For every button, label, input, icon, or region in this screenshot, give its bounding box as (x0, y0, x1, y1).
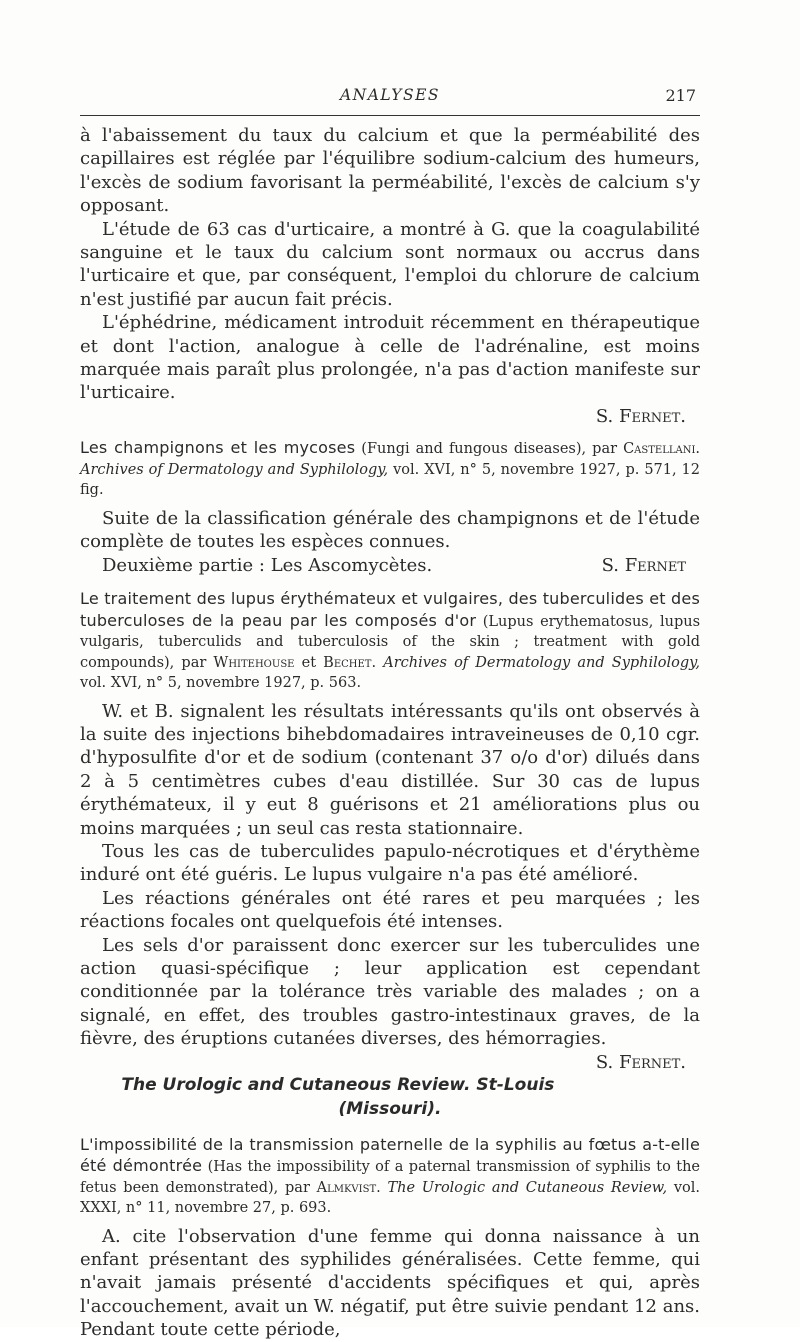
paragraph: L'éphédrine, médicament introduit récemment en thérapeutique et dont l'action, analogue à celle de l'adrénaline, est moins marquée mais paraît plus prolongée, n'a pas d'action manifeste sur l'urticaire. (80, 312, 700, 404)
article-heading (80, 438, 700, 501)
paragraph (80, 934, 700, 1073)
page-body (80, 124, 700, 1342)
signature: S. Fernet. (595, 405, 686, 427)
paragraph-text: Les sels d'or paraissent donc exercer sur les tuberculides une action quasi-spécifique ; leur application est cependant conditionnée par la tolérance très variable des malades ; on a signalé, en effet, des troubles gastro-intestinaux graves, de la fièvre, des éruptions cutanées diverses, des hémorragies. (80, 934, 700, 1050)
paragraph (80, 554, 700, 577)
article-title: L'impossibilité de la transmission paternelle de la syphilis au fœtus a-t-elle été démontrée (80, 1134, 700, 1176)
paragraph: Tous les cas de tuberculides papulo-nécrotiques et d'érythème induré ont été guéris. Le lupus vulgaire n'a pas été amélioré. (80, 840, 700, 886)
article-author: Castellani. (623, 441, 701, 458)
article-heading (80, 589, 700, 694)
page-number: 217 (665, 86, 696, 105)
article-reference: vol. XVI, n° 5, novembre 1927, p. 563. (80, 675, 362, 691)
conjunction: et (301, 654, 317, 671)
journal-name: Archives of Dermatology and Syphilology, (80, 461, 389, 478)
article-subtitle: (Fungi and fungous diseases), par (361, 441, 618, 458)
paragraph: à l'abaissement du taux du calcium et que la perméabilité des capillaires est réglée par l'équilibre sodium-calcium des humeurs, l'excès de sodium favorisant la perméabilité, l'excès de calcium s'y opposant. (80, 125, 700, 217)
paragraph: Suite de la classification générale des champignons et de l'étude complète de toutes les espèces connues. (80, 507, 700, 553)
signature: S. Fernet (601, 554, 686, 576)
running-title: ANALYSES (339, 86, 441, 104)
section-heading: The Urologic and Cutaneous Review. St-Louis (Missouri). (121, 1074, 555, 1119)
paragraph: L'étude de 63 cas d'urticaire, a montré à G. que la coagulabilité sanguine et le taux du calcium sont normaux ou accrus dans l'urticaire et que, par conséquent, l'emploi du chlorure de calcium n'est justifié par aucun fait précis. (80, 218, 700, 310)
page-header (80, 86, 700, 110)
article-author: Almkvist. (316, 1179, 381, 1196)
article-author: Bechet. (323, 654, 377, 671)
paragraph-text: Deuxième partie : Les Ascomycètes. (102, 554, 433, 576)
article-heading (80, 1135, 700, 1219)
article-subtitle: (Lupus erythematosus, lupus vulgaris, tuberculids and tuberculosis of the skin ; treatment with gold compounds), par (80, 613, 701, 671)
paragraph: Les réactions générales ont été rares et peu marquées ; les réactions focales ont quelquefois été intenses. (80, 887, 700, 933)
paragraph: A. cite l'observation d'une femme qui donna naissance à un enfant présentant des syphilides généralisées. Cette femme, qui n'avait jamais présenté d'accidents spécifiques et qui, après l'accouchement, avait un W. négatif, put être suivie pendant 12 ans. Pendant toute cette période, (80, 1225, 700, 1341)
article-subtitle: (Has the impossibility of a paternal transmission of syphilis to the fetus been demonstrated), par (80, 1159, 701, 1196)
article-reference: vol. XVI, n° 5, novembre 1927, p. 571, 12 fig. (80, 461, 701, 499)
header-rule (80, 115, 700, 116)
journal-name: Archives of Dermatology and Syphilology, (383, 654, 701, 671)
article-title: Le traitement des lupus érythémateux et vulgaires, des tuberculides et des tuberculoses de la peau par les composés d'or (80, 589, 700, 630)
paragraph: W. et B. signalent les résultats intéressants qu'ils ont observés à la suite des injections bihebdomadaires intraveineuses de 0,10 cgr. d'hyposulfite d'or et de sodium (contenant 37 o/o d'or) dilués dans 2 à 5 centimètres cubes d'eau distillée. Sur 30 cas de lupus érythémateux, il y eut 8 guérisons et 21 améliorations plus ou moins marquées ; un seul cas resta stationnaire. (80, 700, 700, 839)
article-author: Whitehouse (213, 654, 295, 671)
article-title: Les champignons et les mycoses (80, 438, 356, 458)
article-reference: vol. XXXI, n° 11, novembre 27, p. 693. (80, 1179, 700, 1217)
journal-name: The Urologic and Cutaneous Review, (387, 1179, 668, 1196)
signature: S. Fernet. (595, 1051, 686, 1073)
